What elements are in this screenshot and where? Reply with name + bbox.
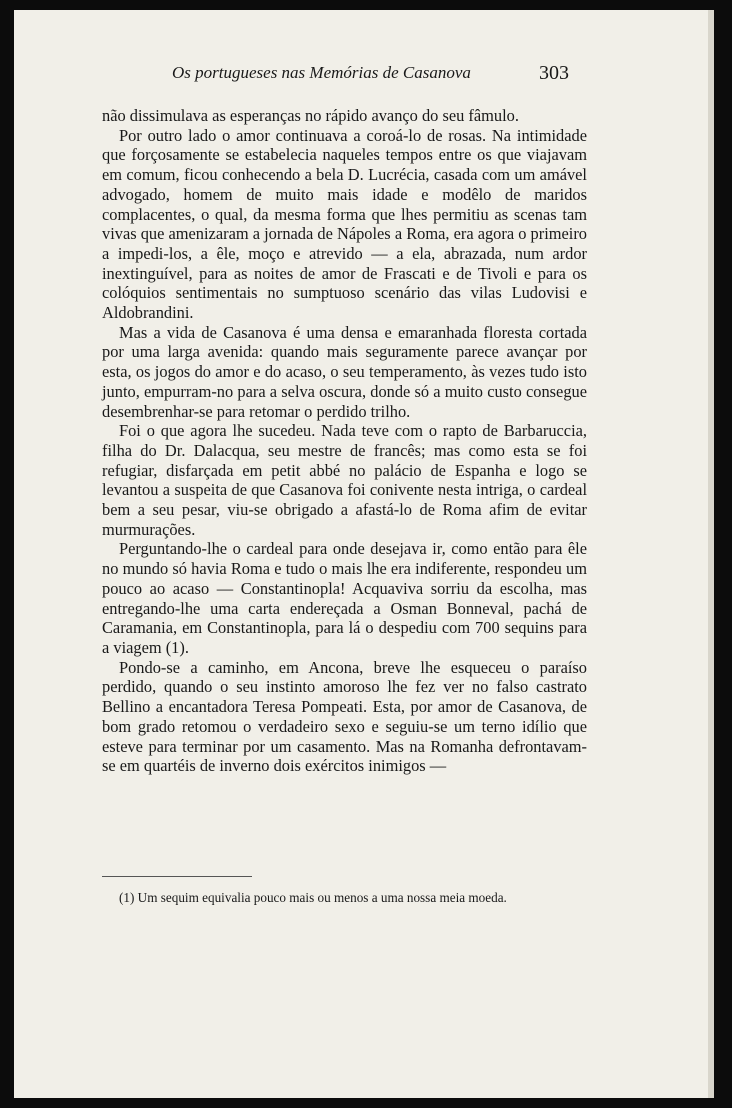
page-number: 303 <box>539 62 569 84</box>
book-page <box>14 10 714 1098</box>
paragraph: Foi o que agora lhe sucedeu. Nada teve com o rapto de Barbaruccia, filha do Dr. Dalacqua, seu mestre de francês; mas como esta se foi refugiar, disfarçada em petit abbé no palácio de Espanha e logo se levantou a suspeita de que Casanova foi conivente nesta intriga, o cardeal bem a seu pesar, viu-se obrigado a afastá-lo de Roma afim de evitar murmurações. <box>102 421 587 539</box>
footnote: (1) Um sequim equivalia pouco mais ou menos a uma nossa meia moeda. <box>119 890 507 905</box>
paragraph: não dissimulava as esperanças no rápido avanço do seu fâmulo. <box>102 106 519 125</box>
paragraph: Mas a vida de Casanova é uma densa e emaranhada floresta cortada por uma larga avenida: quando mais seguramente parece avançar por esta, os jogos do amor e do acaso, o seu temperamento, às vezes tudo isto junto, empurram-no para a selva oscura, donde só a muito custo consegue desembrenhar-se para retomar o perdido trilho. <box>102 322 587 421</box>
body-text <box>102 106 587 776</box>
paragraph: Pondo-se a caminho, em Ancona, breve lhe esqueceu o paraíso perdido, quando o seu instinto amoroso lhe fez ver no falso castrato Bellino a encantadora Teresa Pompeati. Esta, por amor de Casanova, de bom grado retomou o verdadeiro sexo e seguiu-se um terno idílio que esteve para terminar por um casamento. Mas na Romanha defrontavam-se em quartéis de inverno dois exércitos inimigos — <box>102 657 587 776</box>
paragraph: Por outro lado o amor continuava a coroá-lo de rosas. Na intimidade que forçosamente se estabelecia naqueles tempos entre os que viajavam em comum, ficou conhecendo a bela D. Lucrécia, casada com um amável advogado, homem de muito mais idade e modêlo de maridos complacentes, o qual, da mesma forma que lhes permitiu as scenas tam vivas que amenizaram a jornada de Nápoles a Roma, era agora o primeiro a impedi-los, a êle, moço e atrevido — a ela, abrazada, num ardor inextinguível, para as noites de amor de Frascati e de Tivoli e para os colóquios sentimentais no sumptuoso scenário das vilas Ludovisi e Aldobrandini. <box>102 125 587 323</box>
running-title: Os portugueses nas Memórias de Casanova <box>172 63 471 82</box>
footnote-divider <box>102 876 252 877</box>
paragraph: Perguntando-lhe o cardeal para onde desejava ir, como então para êle no mundo só havia Roma e tudo o mais lhe era indiferente, respondeu um pouco ao acaso — Constantinopla! Acquaviva sorriu da escolha, mas entregando-lhe uma carta endereçada a Osman Bonneval, pachá de Caramania, em Constantinopla, para lá o despediu com 700 sequins para a viagem (1). <box>102 539 587 657</box>
